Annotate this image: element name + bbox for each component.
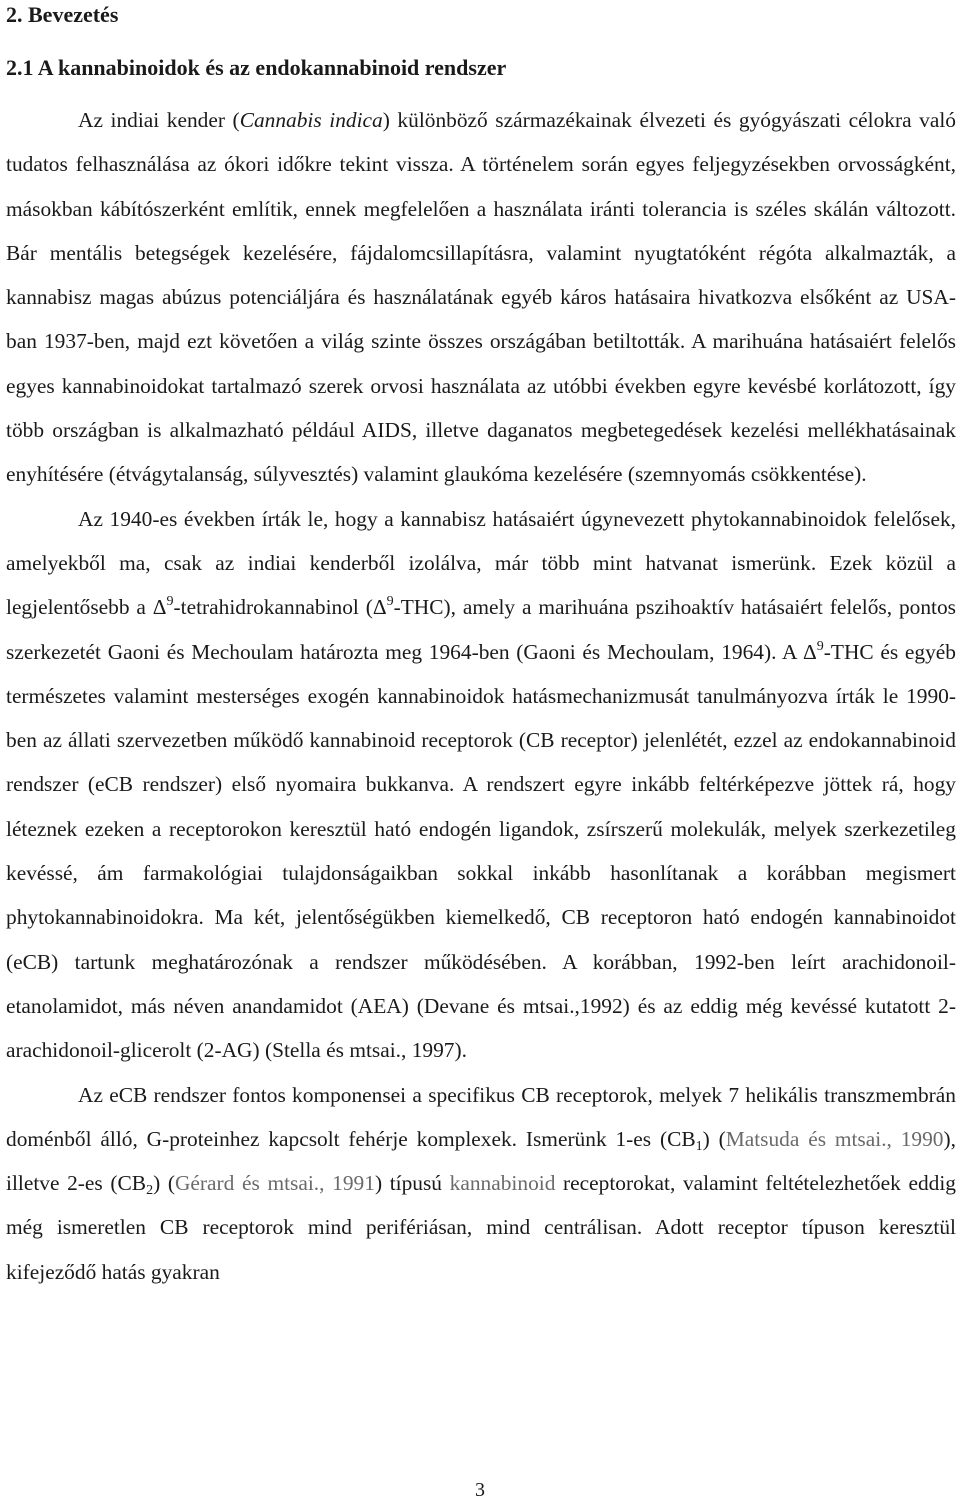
chapter-heading: 2. Bevezetés xyxy=(6,2,119,27)
para2-text-d: -THC és egyéb természetes valamint mesterséges exogén kannabinoidok hatásmechanizmusát tanulmányozva írták le 1990-ben az állati szervezetben működő kannabinoid receptorok (CB receptor) jelenlétét, ezzel az endokannabinoid rendszer (eCB rendszer) első nyomaira bukkanva. A rendszert egyre inkább feltérképezve jöttek rá, hogy léteznek ezeken a receptorokon keresztül ható endogén ligandok, zsírszerű molekulák, melyek szerkezetileg kevéssé, ám farmakológiai tulajdonságaikban sokkal inkább hasonlítanak a korábban megismert phytokannabinoidokra. Ma két, jelentőségükben kiemelkedő, CB receptoron ható endogén kannabinoidot (eCB) tartunk meghatározónak a rendszer működésében. A korábban, 1992-ben leírt arachidonoil-etanolamidot, más néven anandamidot (AEA) (Devane és mtsai.,1992) és az eddig még kevéssé kutatott 2-arachidonoil-glicerolt (2-AG) (Stella és mtsai., 1997). xyxy=(6,639,956,1063)
section-heading: 2.1 A kannabinoidok és az endokannabinoid rendszer xyxy=(6,55,507,80)
superscript-9: 9 xyxy=(386,594,394,610)
para2-text-c: -THC), amely a marihuána pszihoaktív hatásaiért felelős, pontos szerkezetét Gaoni és Mechoulam határozta meg 1964-ben (Gaoni és Mechoulam, 1964). A xyxy=(6,595,956,664)
para3-text-b: ) ( xyxy=(702,1126,726,1151)
delta-symbol: Δ xyxy=(152,595,167,620)
paragraph-3 xyxy=(6,1073,956,1294)
paragraph-2 xyxy=(6,497,956,1073)
delta-symbol: Δ xyxy=(372,595,387,620)
paragraph-1 xyxy=(6,98,956,497)
para3-text-d: ) ( xyxy=(153,1171,175,1196)
page-number: 3 xyxy=(475,1479,485,1501)
grey-term-kannabinoid: kannabinoid xyxy=(449,1171,556,1196)
para3-text-a: Az eCB rendszer fontos komponensei a specifikus CB receptorok, melyek 7 helikális transzmembrán doménből álló, G-proteinhez kapcsolt fehérje komplexek. Ismerünk 1-es (CB xyxy=(6,1082,956,1151)
para1-text-a: Az indiai kender ( xyxy=(78,108,240,132)
para2-text-b: -tetrahidrokannabinol ( xyxy=(173,595,373,620)
document-page xyxy=(6,0,956,1294)
para1-text-b: ) különböző származékainak élvezeti és gyógyászati célokra való tudatos felhasználása az ókori időkre tekint vissza. A történelem során egyes feljegyzésekben orvosságként, másokban kábítószerként említik, ennek megfelelően a használata iránti tolerancia is széles skálán változott. Bár mentális betegségek kezelésére, fájdalomcsillapításra, valamint nyugtatóként régóta alkalmazták, a kannabisz magas abúzus potenciáljára és használatának egyéb káros hatásaira hivatkozva elsőként az USA-ban 1937-ben, majd ezt követően a világ szinte összes országában betiltották. A marihuána hatásaiért felelős egyes kannabinoidokat tartalmazó szerek orvosi használata az utóbbi években egyre kevésbé korlátozott, így több országban is alkalmazható például AIDS, illetve daganatos megbetegedések kezelési mellékhatásainak enyhítésére (étvágytalanság, súlyvesztés) valamint glaukóma kezelésére (szemnyomás csökkentése). xyxy=(6,108,956,487)
reference-gerard: Gérard és mtsai., 1991 xyxy=(174,1171,375,1196)
para3-text-c: ), illetve 2-es (CB xyxy=(6,1126,956,1196)
subscript-1: 1 xyxy=(695,1138,703,1154)
delta-symbol: Δ xyxy=(802,639,817,664)
para3-text-e: ) típusú xyxy=(374,1171,450,1196)
superscript-9: 9 xyxy=(816,638,824,654)
superscript-9: 9 xyxy=(166,594,174,610)
species-name: Cannabis indica xyxy=(239,108,383,132)
reference-matsuda: Matsuda és mtsai., 1990 xyxy=(725,1126,944,1151)
subscript-2: 2 xyxy=(146,1183,154,1199)
para3-text-f: receptorokat, valamint feltételezhetőek eddig még ismeretlen CB receptorok mind perifériásan, mind centrálisan. Adott receptor típuson keresztül kifejeződő hatás gyakran xyxy=(6,1171,956,1284)
para2-text-a: Az 1940-es években írták le, hogy a kannabisz hatásaiért úgynevezett phytokannabinoidok felelősek, amelyekből ma, csak az indiai kenderből izolálva, már több mint hatvanat ismerünk. Ezek közül a legjelentősebb a xyxy=(6,506,956,620)
